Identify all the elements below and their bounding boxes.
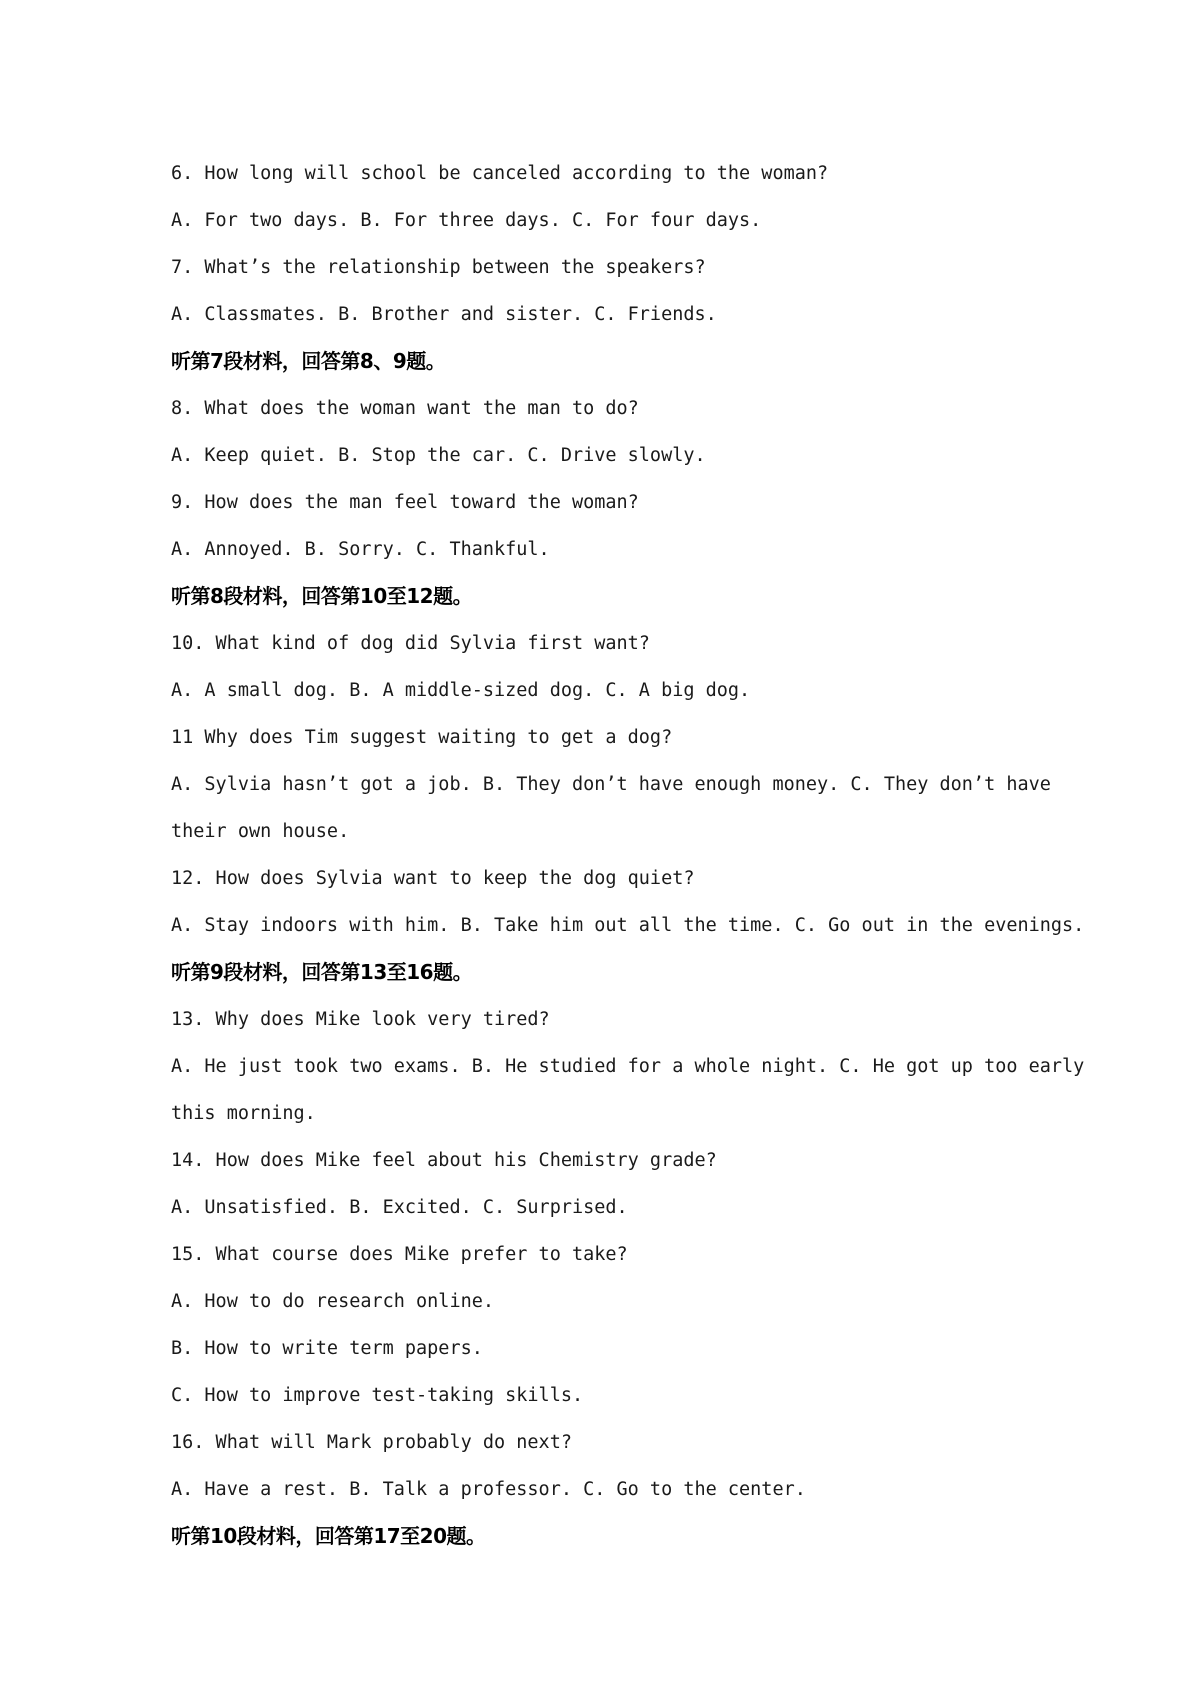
options-14: A. Unsatisfied. B. Excited. C. Surprised. (171, 1197, 628, 1218)
options-6: A. For two days. B. For three days. C. For four days. (171, 210, 762, 231)
options-16: A. Have a rest. B. Talk a professor. C. Go to the center. (171, 1479, 806, 1500)
options-11: A. Sylvia hasn’t got a job. B. They don’t have enough money. C. They don’t have (171, 774, 1051, 795)
question-11: 11 Why does Tim suggest waiting to get a dog? (171, 727, 673, 748)
question-9: 9. How does the man feel toward the woman? (171, 492, 639, 513)
option-15-c: C. How to improve test-taking skills. (171, 1385, 584, 1406)
question-13: 13. Why does Mike look very tired? (171, 1009, 550, 1030)
question-16: 16. What will Mark probably do next? (171, 1432, 572, 1453)
question-15: 15. What course does Mike prefer to take? (171, 1244, 628, 1265)
section-heading-10: 听第10段材料，回答第17至20题。 (171, 1524, 486, 1548)
question-7: 7. What’s the relationship between the speakers? (171, 257, 706, 278)
options-7: A. Classmates. B. Brother and sister. C. Friends. (171, 304, 717, 325)
options-11-continued: their own house. (171, 821, 350, 842)
question-12: 12. How does Sylvia want to keep the dog quiet? (171, 868, 695, 889)
section-heading-9: 听第9段材料，回答第13至16题。 (171, 960, 473, 984)
question-10: 10. What kind of dog did Sylvia first want? (171, 633, 650, 654)
options-13: A. He just took two exams. B. He studied for a whole night. C. He got up too early (171, 1056, 1085, 1077)
document-body (171, 150, 1085, 1560)
question-6: 6. How long will school be canceled according to the woman? (171, 163, 829, 184)
options-8: A. Keep quiet. B. Stop the car. C. Drive slowly. (171, 445, 706, 466)
options-13-continued: this morning. (171, 1103, 316, 1124)
option-15-a: A. How to do research online. (171, 1291, 495, 1312)
section-heading-7: 听第7段材料，回答第8、9题。 (171, 349, 446, 373)
options-9: A. Annoyed. B. Sorry. C. Thankful. (171, 539, 550, 560)
options-12: A. Stay indoors with him. B. Take him out all the time. C. Go out in the evenings. (171, 915, 1085, 936)
question-14: 14. How does Mike feel about his Chemistry grade? (171, 1150, 717, 1171)
options-10: A. A small dog. B. A middle-sized dog. C. A big dog. (171, 680, 751, 701)
section-heading-8: 听第8段材料，回答第10至12题。 (171, 584, 473, 608)
option-15-b: B. How to write term papers. (171, 1338, 483, 1359)
question-8: 8. What does the woman want the man to do? (171, 398, 639, 419)
